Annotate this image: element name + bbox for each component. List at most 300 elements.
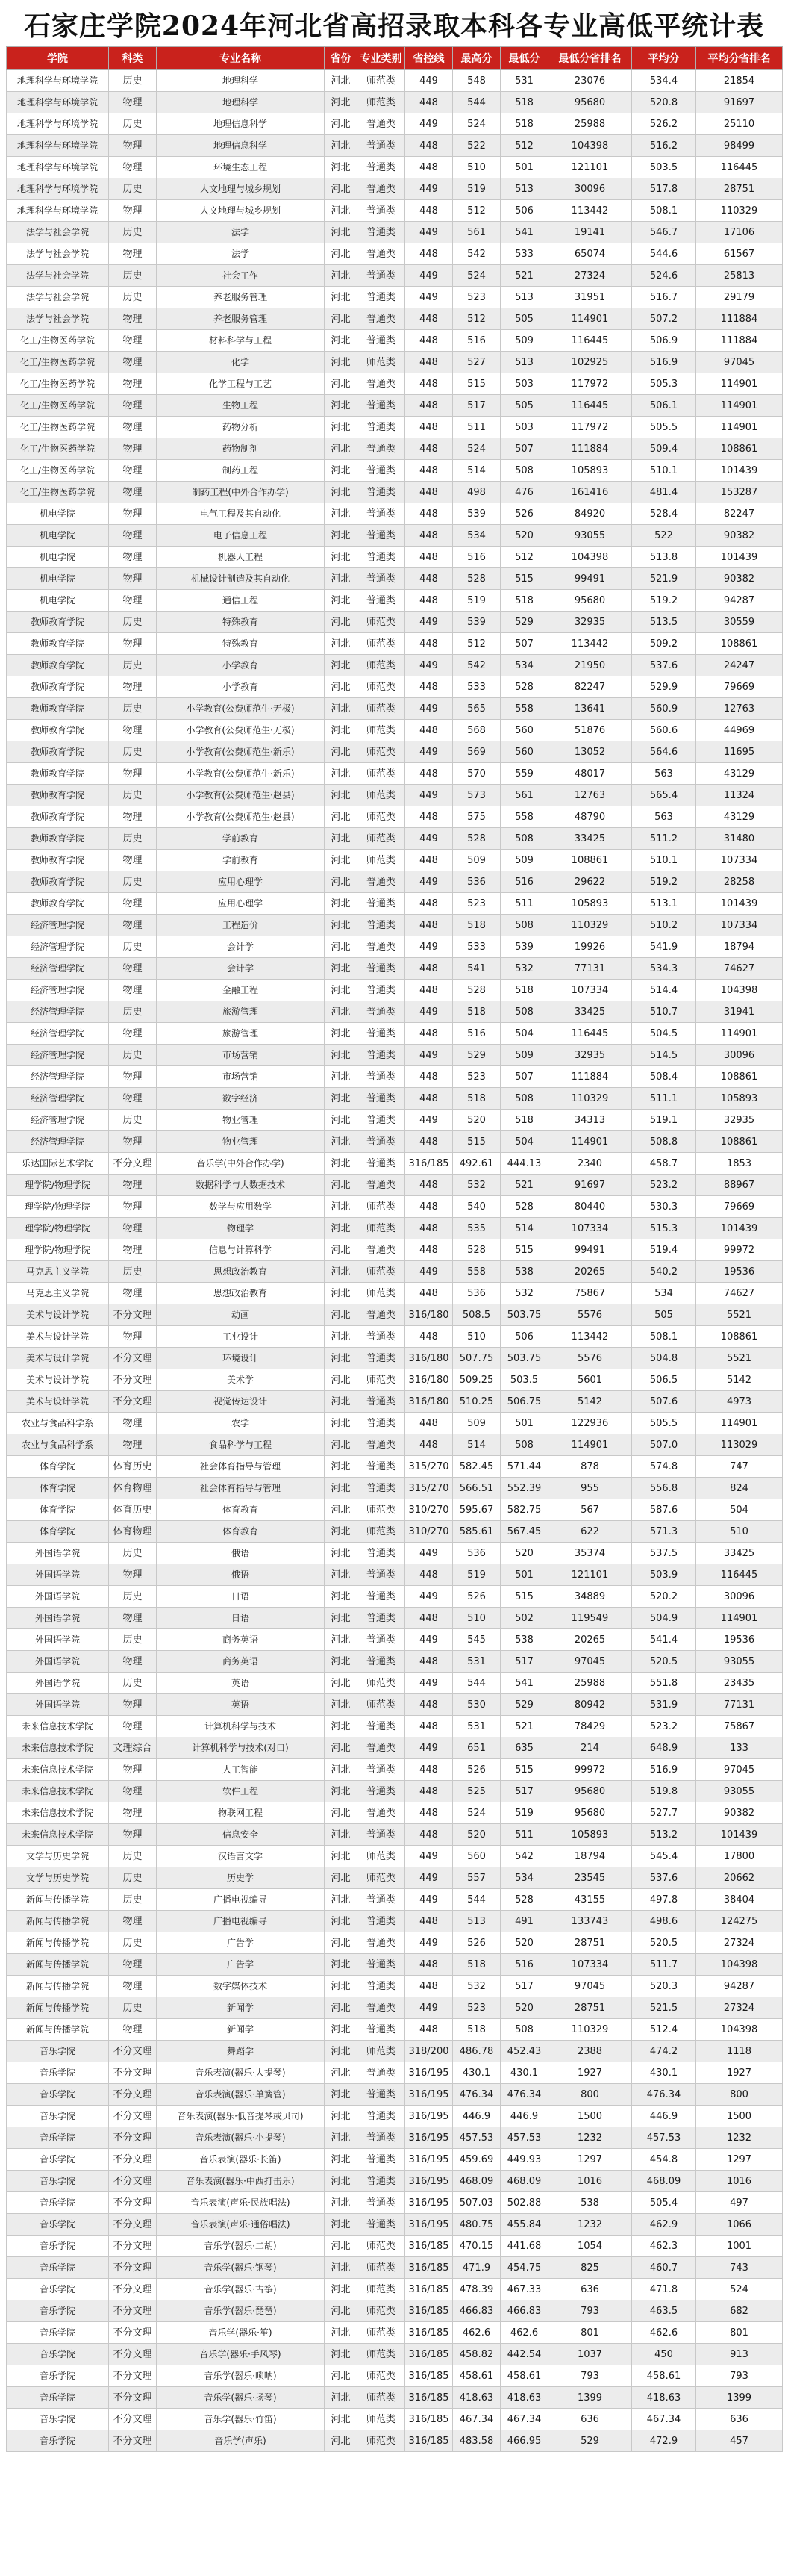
cell-control-line: 449 bbox=[405, 1110, 453, 1131]
cell-subject-type: 物理 bbox=[109, 417, 157, 438]
cell-major-category: 普通类 bbox=[357, 525, 405, 547]
cell-min-score: 446.9 bbox=[501, 2106, 548, 2127]
header-min-rank: 最低分省排名 bbox=[548, 47, 632, 70]
cell-major-category: 普通类 bbox=[357, 395, 405, 417]
table-row bbox=[7, 135, 783, 157]
cell-control-line: 448 bbox=[405, 135, 453, 157]
cell-control-line: 448 bbox=[405, 1131, 453, 1153]
cell-province: 河北 bbox=[325, 1066, 357, 1088]
cell-min-rank: 27324 bbox=[548, 265, 632, 287]
cell-avg-score: 523.2 bbox=[632, 1716, 696, 1737]
cell-major-category: 普通类 bbox=[357, 1651, 405, 1673]
cell-max-score: 539 bbox=[453, 612, 501, 633]
cell-province: 河北 bbox=[325, 460, 357, 482]
cell-college: 教师教育学院 bbox=[7, 871, 109, 893]
cell-subject-type: 不分文理 bbox=[109, 2279, 157, 2300]
cell-min-rank: 825 bbox=[548, 2257, 632, 2279]
cell-max-score: 507.03 bbox=[453, 2192, 501, 2214]
cell-max-score: 509 bbox=[453, 1413, 501, 1434]
cell-major: 会计学 bbox=[157, 958, 325, 980]
cell-major: 小学教育(公费师范生·新乐) bbox=[157, 763, 325, 785]
cell-major-category: 普通类 bbox=[357, 980, 405, 1001]
cell-max-score: 517 bbox=[453, 395, 501, 417]
cell-major: 化学 bbox=[157, 352, 325, 373]
cell-min-rank: 117972 bbox=[548, 417, 632, 438]
cell-min-rank: 80942 bbox=[548, 1694, 632, 1716]
cell-major: 学前教育 bbox=[157, 828, 325, 850]
cell-major-category: 普通类 bbox=[357, 1239, 405, 1261]
cell-max-score: 512 bbox=[453, 308, 501, 330]
cell-province: 河北 bbox=[325, 980, 357, 1001]
cell-min-score: 518 bbox=[501, 590, 548, 612]
table-row bbox=[7, 1326, 783, 1348]
cell-avg-score: 511.7 bbox=[632, 1954, 696, 1976]
cell-max-score: 565 bbox=[453, 698, 501, 720]
cell-min-score: 516 bbox=[501, 1954, 548, 1976]
cell-major: 地理科学 bbox=[157, 70, 325, 92]
cell-max-score: 573 bbox=[453, 785, 501, 806]
cell-subject-type: 物理 bbox=[109, 503, 157, 525]
cell-college: 外国语学院 bbox=[7, 1586, 109, 1608]
cell-avg-score: 519.8 bbox=[632, 1781, 696, 1802]
cell-avg-rank: 108861 bbox=[696, 1066, 783, 1088]
cell-min-rank: 35374 bbox=[548, 1543, 632, 1564]
cell-avg-score: 458.7 bbox=[632, 1153, 696, 1175]
cell-min-score: 520 bbox=[501, 1997, 548, 2019]
table-row bbox=[7, 915, 783, 936]
cell-avg-score: 571.3 bbox=[632, 1521, 696, 1543]
cell-avg-score: 513.8 bbox=[632, 547, 696, 568]
cell-major-category: 普通类 bbox=[357, 482, 405, 503]
cell-max-score: 530 bbox=[453, 1694, 501, 1716]
cell-avg-score: 446.9 bbox=[632, 2106, 696, 2127]
cell-avg-score: 546.7 bbox=[632, 222, 696, 243]
cell-major: 音乐学(中外合作办学) bbox=[157, 1153, 325, 1175]
cell-province: 河北 bbox=[325, 1608, 357, 1629]
cell-avg-rank: 27324 bbox=[696, 1997, 783, 2019]
cell-min-rank: 1016 bbox=[548, 2171, 632, 2192]
cell-min-rank: 105893 bbox=[548, 1824, 632, 1846]
cell-major: 电气工程及其自动化 bbox=[157, 503, 325, 525]
cell-college: 音乐学院 bbox=[7, 2236, 109, 2257]
cell-major: 广告学 bbox=[157, 1954, 325, 1976]
cell-control-line: 448 bbox=[405, 1651, 453, 1673]
cell-major: 社会工作 bbox=[157, 265, 325, 287]
cell-province: 河北 bbox=[325, 1283, 357, 1304]
cell-min-score: 560 bbox=[501, 720, 548, 741]
table-row bbox=[7, 2062, 783, 2084]
cell-major: 新闻学 bbox=[157, 1997, 325, 2019]
cell-subject-type: 不分文理 bbox=[109, 1348, 157, 1369]
cell-province: 河北 bbox=[325, 676, 357, 698]
cell-major: 物联网工程 bbox=[157, 1802, 325, 1824]
table-row bbox=[7, 373, 783, 395]
table-row bbox=[7, 417, 783, 438]
cell-min-score: 515 bbox=[501, 568, 548, 590]
cell-subject-type: 物理 bbox=[109, 763, 157, 785]
cell-min-score: 501 bbox=[501, 1564, 548, 1586]
cell-major-category: 普通类 bbox=[357, 1629, 405, 1651]
cell-min-score: 533 bbox=[501, 243, 548, 265]
cell-subject-type: 物理 bbox=[109, 460, 157, 482]
cell-college: 音乐学院 bbox=[7, 2387, 109, 2409]
cell-province: 河北 bbox=[325, 1326, 357, 1348]
cell-major: 特殊教育 bbox=[157, 633, 325, 655]
cell-min-rank: 13052 bbox=[548, 741, 632, 763]
cell-avg-score: 463.5 bbox=[632, 2300, 696, 2322]
cell-min-score: 520 bbox=[501, 525, 548, 547]
cell-subject-type: 物理 bbox=[109, 1175, 157, 1196]
cell-avg-rank: 98499 bbox=[696, 135, 783, 157]
cell-max-score: 518 bbox=[453, 915, 501, 936]
cell-control-line: 448 bbox=[405, 243, 453, 265]
cell-max-score: 519 bbox=[453, 178, 501, 200]
cell-avg-rank: 91697 bbox=[696, 92, 783, 113]
cell-avg-rank: 1297 bbox=[696, 2149, 783, 2171]
cell-college: 外国语学院 bbox=[7, 1564, 109, 1586]
cell-province: 河北 bbox=[325, 936, 357, 958]
cell-avg-score: 498.6 bbox=[632, 1911, 696, 1932]
cell-min-rank: 1297 bbox=[548, 2149, 632, 2171]
cell-subject-type: 物理 bbox=[109, 590, 157, 612]
cell-province: 河北 bbox=[325, 871, 357, 893]
cell-min-rank: 1037 bbox=[548, 2344, 632, 2365]
cell-avg-rank: 90382 bbox=[696, 568, 783, 590]
cell-min-score: 517 bbox=[501, 1781, 548, 1802]
cell-max-score: 512 bbox=[453, 200, 501, 222]
cell-min-rank: 1399 bbox=[548, 2387, 632, 2409]
cell-min-rank: 34889 bbox=[548, 1586, 632, 1608]
cell-subject-type: 体育物理 bbox=[109, 1521, 157, 1543]
cell-min-rank: 538 bbox=[548, 2192, 632, 2214]
cell-max-score: 532 bbox=[453, 1976, 501, 1997]
cell-min-rank: 622 bbox=[548, 1521, 632, 1543]
cell-max-score: 534 bbox=[453, 525, 501, 547]
cell-avg-rank: 97045 bbox=[696, 352, 783, 373]
cell-province: 河北 bbox=[325, 1478, 357, 1499]
cell-min-score: 476.34 bbox=[501, 2084, 548, 2106]
table-row bbox=[7, 850, 783, 871]
table-row bbox=[7, 1456, 783, 1478]
cell-major-category: 普通类 bbox=[357, 2106, 405, 2127]
cell-max-score: 560 bbox=[453, 1846, 501, 1867]
cell-max-score: 535 bbox=[453, 1218, 501, 1239]
cell-subject-type: 物理 bbox=[109, 1218, 157, 1239]
cell-avg-rank: 25110 bbox=[696, 113, 783, 135]
cell-major-category: 普通类 bbox=[357, 547, 405, 568]
cell-subject-type: 历史 bbox=[109, 871, 157, 893]
cell-subject-type: 不分文理 bbox=[109, 2430, 157, 2452]
table-row bbox=[7, 1196, 783, 1218]
cell-province: 河北 bbox=[325, 70, 357, 92]
cell-avg-rank: 107334 bbox=[696, 850, 783, 871]
cell-major-category: 普通类 bbox=[357, 1478, 405, 1499]
cell-min-score: 467.33 bbox=[501, 2279, 548, 2300]
cell-major: 音乐表演(声乐·通俗唱法) bbox=[157, 2214, 325, 2236]
cell-avg-score: 514.4 bbox=[632, 980, 696, 1001]
cell-control-line: 449 bbox=[405, 871, 453, 893]
cell-major: 软件工程 bbox=[157, 1781, 325, 1802]
cell-subject-type: 物理 bbox=[109, 1131, 157, 1153]
cell-subject-type: 历史 bbox=[109, 655, 157, 676]
table-row bbox=[7, 287, 783, 308]
cell-subject-type: 物理 bbox=[109, 482, 157, 503]
cell-province: 河北 bbox=[325, 1348, 357, 1369]
cell-major: 音乐学(器乐·竹笛) bbox=[157, 2409, 325, 2430]
cell-control-line: 449 bbox=[405, 1045, 453, 1066]
cell-control-line: 448 bbox=[405, 1716, 453, 1737]
cell-major-category: 普通类 bbox=[357, 2084, 405, 2106]
cell-max-score: 545 bbox=[453, 1629, 501, 1651]
cell-control-line: 448 bbox=[405, 308, 453, 330]
cell-min-rank: 111884 bbox=[548, 438, 632, 460]
cell-major: 动画 bbox=[157, 1304, 325, 1326]
cell-min-rank: 99972 bbox=[548, 1759, 632, 1781]
cell-avg-score: 521.9 bbox=[632, 568, 696, 590]
table-row bbox=[7, 1045, 783, 1066]
cell-major: 药物制剂 bbox=[157, 438, 325, 460]
table-row bbox=[7, 1802, 783, 1824]
cell-subject-type: 历史 bbox=[109, 287, 157, 308]
cell-max-score: 568 bbox=[453, 720, 501, 741]
cell-major-category: 普通类 bbox=[357, 1911, 405, 1932]
cell-max-score: 533 bbox=[453, 676, 501, 698]
cell-province: 河北 bbox=[325, 178, 357, 200]
cell-province: 河北 bbox=[325, 525, 357, 547]
table-row bbox=[7, 1716, 783, 1737]
cell-max-score: 498 bbox=[453, 482, 501, 503]
cell-college: 音乐学院 bbox=[7, 2279, 109, 2300]
cell-major: 小学教育(公费师范生·无极) bbox=[157, 720, 325, 741]
cell-college: 未来信息技术学院 bbox=[7, 1824, 109, 1846]
cell-major-category: 普通类 bbox=[357, 1586, 405, 1608]
cell-major: 小学教育(公费师范生·新乐) bbox=[157, 741, 325, 763]
cell-province: 河北 bbox=[325, 1564, 357, 1586]
cell-min-rank: 93055 bbox=[548, 525, 632, 547]
cell-min-rank: 30096 bbox=[548, 178, 632, 200]
cell-major: 通信工程 bbox=[157, 590, 325, 612]
cell-min-rank: 636 bbox=[548, 2279, 632, 2300]
cell-subject-type: 物理 bbox=[109, 1781, 157, 1802]
cell-avg-rank: 74627 bbox=[696, 1283, 783, 1304]
cell-subject-type: 历史 bbox=[109, 1110, 157, 1131]
cell-control-line: 316/195 bbox=[405, 2062, 453, 2084]
cell-major: 数字媒体技术 bbox=[157, 1976, 325, 1997]
cell-avg-rank: 133 bbox=[696, 1737, 783, 1759]
cell-avg-rank: 510 bbox=[696, 1521, 783, 1543]
cell-college: 法学与社会学院 bbox=[7, 222, 109, 243]
cell-major-category: 师范类 bbox=[357, 2041, 405, 2062]
cell-avg-rank: 1853 bbox=[696, 1153, 783, 1175]
cell-avg-score: 504.9 bbox=[632, 1608, 696, 1629]
cell-avg-score: 537.5 bbox=[632, 1543, 696, 1564]
table-row bbox=[7, 330, 783, 352]
cell-major: 制药工程(中外合作办学) bbox=[157, 482, 325, 503]
cell-subject-type: 不分文理 bbox=[109, 1153, 157, 1175]
cell-major: 日语 bbox=[157, 1586, 325, 1608]
cell-province: 河北 bbox=[325, 1369, 357, 1391]
cell-province: 河北 bbox=[325, 330, 357, 352]
cell-avg-score: 534 bbox=[632, 1283, 696, 1304]
cell-control-line: 448 bbox=[405, 915, 453, 936]
cell-avg-rank: 1001 bbox=[696, 2236, 783, 2257]
cell-avg-rank: 1500 bbox=[696, 2106, 783, 2127]
cell-min-rank: 117972 bbox=[548, 373, 632, 395]
cell-min-rank: 801 bbox=[548, 2322, 632, 2344]
table-row bbox=[7, 1001, 783, 1023]
cell-control-line: 449 bbox=[405, 698, 453, 720]
cell-min-rank: 80440 bbox=[548, 1196, 632, 1218]
cell-avg-score: 476.34 bbox=[632, 2084, 696, 2106]
cell-major-category: 普通类 bbox=[357, 243, 405, 265]
cell-avg-score: 544.6 bbox=[632, 243, 696, 265]
cell-major: 制药工程 bbox=[157, 460, 325, 482]
cell-avg-score: 556.8 bbox=[632, 1478, 696, 1499]
cell-major: 日语 bbox=[157, 1608, 325, 1629]
cell-min-rank: 529 bbox=[548, 2430, 632, 2452]
cell-major: 商务英语 bbox=[157, 1651, 325, 1673]
cell-control-line: 448 bbox=[405, 482, 453, 503]
cell-avg-rank: 61567 bbox=[696, 243, 783, 265]
table-row bbox=[7, 936, 783, 958]
cell-avg-rank: 11695 bbox=[696, 741, 783, 763]
cell-avg-rank: 1016 bbox=[696, 2171, 783, 2192]
cell-min-score: 518 bbox=[501, 980, 548, 1001]
cell-subject-type: 物理 bbox=[109, 1651, 157, 1673]
cell-avg-rank: 114901 bbox=[696, 395, 783, 417]
cell-college: 新闻与传播学院 bbox=[7, 1954, 109, 1976]
cell-college: 新闻与传播学院 bbox=[7, 1889, 109, 1911]
cell-major: 舞蹈学 bbox=[157, 2041, 325, 2062]
cell-major-category: 普通类 bbox=[357, 1348, 405, 1369]
cell-avg-rank: 93055 bbox=[696, 1651, 783, 1673]
cell-major: 应用心理学 bbox=[157, 893, 325, 915]
cell-avg-rank: 31480 bbox=[696, 828, 783, 850]
cell-control-line: 448 bbox=[405, 590, 453, 612]
cell-major: 音乐学(器乐·二胡) bbox=[157, 2236, 325, 2257]
table-row bbox=[7, 1543, 783, 1564]
cell-min-score: 468.09 bbox=[501, 2171, 548, 2192]
cell-min-score: 517 bbox=[501, 1651, 548, 1673]
cell-avg-rank: 99972 bbox=[696, 1239, 783, 1261]
cell-subject-type: 物理 bbox=[109, 1326, 157, 1348]
cell-control-line: 449 bbox=[405, 1932, 453, 1954]
cell-min-rank: 878 bbox=[548, 1456, 632, 1478]
cell-max-score: 544 bbox=[453, 1889, 501, 1911]
cell-subject-type: 不分文理 bbox=[109, 2041, 157, 2062]
cell-subject-type: 物理 bbox=[109, 330, 157, 352]
cell-min-score: 515 bbox=[501, 1239, 548, 1261]
cell-province: 河北 bbox=[325, 763, 357, 785]
cell-avg-rank: 17800 bbox=[696, 1846, 783, 1867]
cell-subject-type: 物理 bbox=[109, 1196, 157, 1218]
cell-major-category: 师范类 bbox=[357, 763, 405, 785]
cell-control-line: 448 bbox=[405, 1023, 453, 1045]
cell-min-rank: 105893 bbox=[548, 460, 632, 482]
cell-avg-rank: 90382 bbox=[696, 1802, 783, 1824]
cell-major-category: 普通类 bbox=[357, 1175, 405, 1196]
cell-province: 河北 bbox=[325, 2192, 357, 2214]
cell-max-score: 518 bbox=[453, 2019, 501, 2041]
cell-avg-score: 458.61 bbox=[632, 2365, 696, 2387]
cell-college: 法学与社会学院 bbox=[7, 243, 109, 265]
table-row bbox=[7, 70, 783, 92]
cell-control-line: 448 bbox=[405, 330, 453, 352]
cell-college: 未来信息技术学院 bbox=[7, 1802, 109, 1824]
cell-control-line: 316/185 bbox=[405, 2344, 453, 2365]
cell-major: 机器人工程 bbox=[157, 547, 325, 568]
cell-control-line: 449 bbox=[405, 265, 453, 287]
cell-major-category: 普通类 bbox=[357, 373, 405, 395]
cell-major-category: 普通类 bbox=[357, 1781, 405, 1802]
cell-major: 应用心理学 bbox=[157, 871, 325, 893]
cell-subject-type: 不分文理 bbox=[109, 2365, 157, 2387]
cell-max-score: 516 bbox=[453, 330, 501, 352]
cell-college: 音乐学院 bbox=[7, 2300, 109, 2322]
cell-avg-score: 519.4 bbox=[632, 1239, 696, 1261]
table-row bbox=[7, 741, 783, 763]
cell-max-score: 514 bbox=[453, 1434, 501, 1456]
cell-college: 农业与食品科学系 bbox=[7, 1413, 109, 1434]
cell-max-score: 528 bbox=[453, 980, 501, 1001]
cell-college: 机电学院 bbox=[7, 547, 109, 568]
cell-min-rank: 91697 bbox=[548, 1175, 632, 1196]
table-row bbox=[7, 2365, 783, 2387]
cell-major: 思想政治教育 bbox=[157, 1283, 325, 1304]
cell-min-rank: 97045 bbox=[548, 1976, 632, 1997]
cell-max-score: 526 bbox=[453, 1759, 501, 1781]
cell-province: 河北 bbox=[325, 612, 357, 633]
cell-major-category: 普通类 bbox=[357, 1045, 405, 1066]
cell-major: 历史学 bbox=[157, 1867, 325, 1889]
cell-major: 小学教育(公费师范生·赵县) bbox=[157, 806, 325, 828]
table-row bbox=[7, 698, 783, 720]
cell-min-score: 508 bbox=[501, 1088, 548, 1110]
cell-major-category: 普通类 bbox=[357, 568, 405, 590]
cell-max-score: 511 bbox=[453, 417, 501, 438]
cell-college: 经济管理学院 bbox=[7, 980, 109, 1001]
cell-subject-type: 物理 bbox=[109, 980, 157, 1001]
cell-major-category: 师范类 bbox=[357, 2365, 405, 2387]
cell-avg-rank: 101439 bbox=[696, 547, 783, 568]
cell-max-score: 515 bbox=[453, 373, 501, 395]
cell-province: 河北 bbox=[325, 287, 357, 308]
cell-min-rank: 29622 bbox=[548, 871, 632, 893]
cell-major: 特殊教育 bbox=[157, 612, 325, 633]
cell-province: 河北 bbox=[325, 157, 357, 178]
table-row bbox=[7, 1413, 783, 1434]
cell-major: 计算机科学与技术 bbox=[157, 1716, 325, 1737]
cell-avg-rank: 12763 bbox=[696, 698, 783, 720]
cell-college: 地理科学与环境学院 bbox=[7, 135, 109, 157]
cell-min-score: 442.54 bbox=[501, 2344, 548, 2365]
cell-college: 教师教育学院 bbox=[7, 828, 109, 850]
table-body bbox=[7, 70, 783, 2452]
cell-subject-type: 物理 bbox=[109, 135, 157, 157]
cell-min-score: 558 bbox=[501, 806, 548, 828]
cell-control-line: 448 bbox=[405, 92, 453, 113]
cell-province: 河北 bbox=[325, 2214, 357, 2236]
cell-major-category: 普通类 bbox=[357, 1737, 405, 1759]
cell-max-score: 514 bbox=[453, 460, 501, 482]
cell-avg-score: 468.09 bbox=[632, 2171, 696, 2192]
cell-control-line: 449 bbox=[405, 655, 453, 676]
cell-major-category: 师范类 bbox=[357, 1218, 405, 1239]
header-avg-rank: 平均分省排名 bbox=[696, 47, 783, 70]
cell-avg-rank: 114901 bbox=[696, 1608, 783, 1629]
cell-province: 河北 bbox=[325, 1867, 357, 1889]
cell-avg-score: 506.1 bbox=[632, 395, 696, 417]
